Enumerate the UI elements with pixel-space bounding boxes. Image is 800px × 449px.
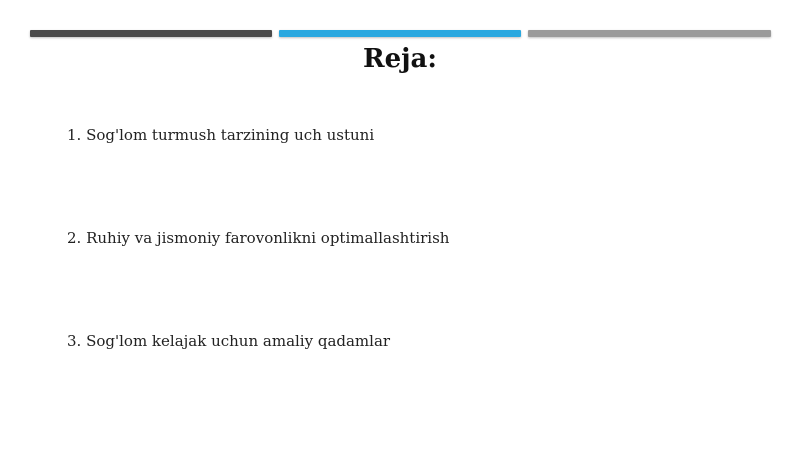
slide-title: Reja: (362, 44, 437, 74)
accent-bar-gray (528, 30, 771, 37)
accent-bar-blue (279, 30, 521, 37)
plan-item: 1. Sog'lom turmush tarzining uch ustuni (67, 126, 375, 144)
plan-item: 2. Ruhiy va jismoniy farovonlikni optimallashtirish (67, 229, 450, 247)
accent-bar-dark (30, 30, 272, 37)
plan-item: 3. Sog'lom kelajak uchun amaliy qadamlar (67, 332, 391, 350)
